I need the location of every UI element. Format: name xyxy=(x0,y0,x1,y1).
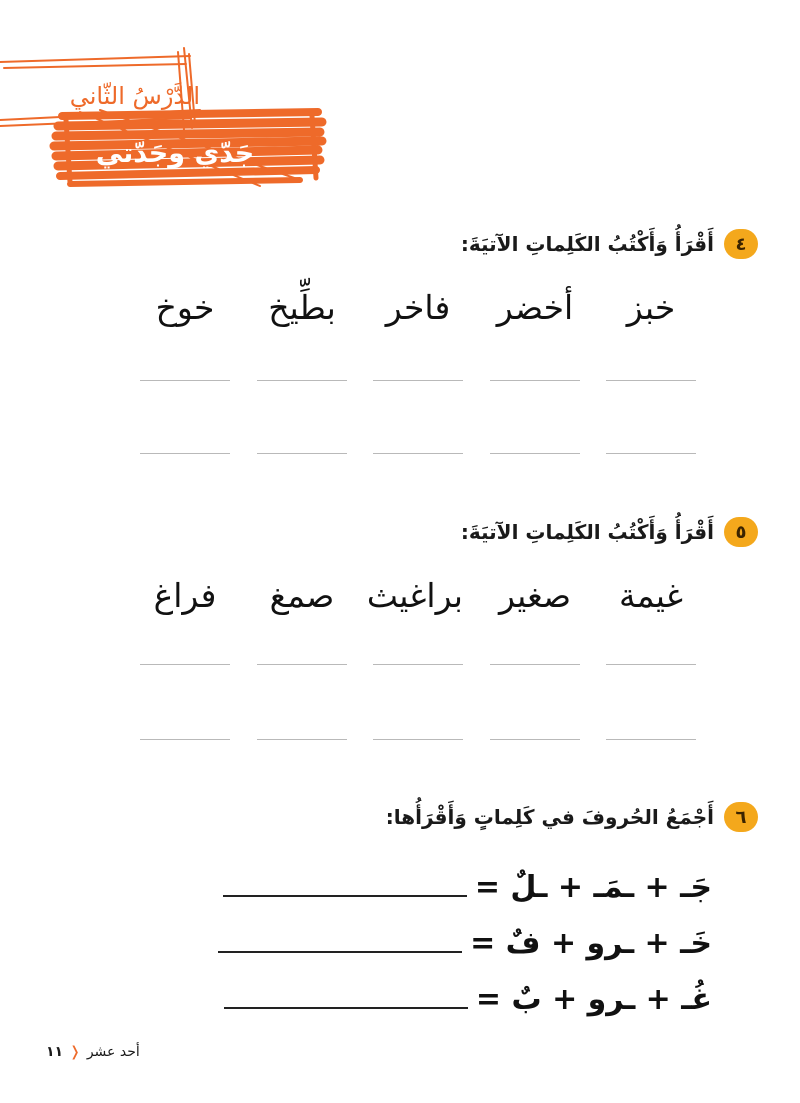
writing-line[interactable] xyxy=(373,739,463,740)
writing-line[interactable] xyxy=(140,453,230,454)
writing-line[interactable] xyxy=(373,453,463,454)
word-item: فاخر xyxy=(385,288,451,327)
writing-line[interactable] xyxy=(490,453,580,454)
word-item: صغير xyxy=(498,576,572,615)
answer-line[interactable] xyxy=(224,1007,468,1009)
writing-line[interactable] xyxy=(490,739,580,740)
combine-row xyxy=(218,920,712,966)
page-marker-icon: ❬ xyxy=(69,1044,81,1060)
writing-line[interactable] xyxy=(257,453,347,454)
answer-line[interactable] xyxy=(223,895,467,897)
combine-row xyxy=(223,864,712,910)
writing-line[interactable] xyxy=(257,380,347,381)
combine-row xyxy=(224,976,712,1022)
question-6-header xyxy=(386,802,758,832)
letter-combination: غُـ + ـرو + بٌ = xyxy=(475,981,712,1017)
page-label: أحد عشر xyxy=(86,1044,140,1060)
writing-line[interactable] xyxy=(140,664,230,665)
word-item: خوخ xyxy=(155,288,215,327)
lesson-header xyxy=(0,40,340,200)
writing-line[interactable] xyxy=(606,380,696,381)
word-item: خبز xyxy=(626,288,676,327)
question-number-badge: ٥ xyxy=(724,517,758,547)
brush-stroke-graphic xyxy=(0,40,340,200)
answer-line[interactable] xyxy=(218,951,462,953)
writing-line[interactable] xyxy=(606,739,696,740)
letter-combination: خَـ + ـرو + فٌ = xyxy=(470,925,712,961)
word-item: بطِّيخ xyxy=(268,288,336,327)
writing-line[interactable] xyxy=(373,664,463,665)
writing-line[interactable] xyxy=(606,453,696,454)
word-item: أخضر xyxy=(496,288,574,327)
page-footer xyxy=(46,1040,140,1064)
lesson-title: جَدّي وجَدّتي xyxy=(95,138,255,169)
writing-line[interactable] xyxy=(606,664,696,665)
word-row-q5 xyxy=(140,576,696,628)
writing-line[interactable] xyxy=(257,739,347,740)
letter-combination: جَـ + ـمَـ + ـلٌ = xyxy=(474,869,712,905)
writing-line[interactable] xyxy=(490,380,580,381)
writing-line[interactable] xyxy=(490,664,580,665)
word-item: فراغ xyxy=(153,576,217,615)
question-instruction: أَجْمَعُ الحُروفَ في كَلِماتٍ وَأَقْرَأُها: xyxy=(385,805,714,829)
word-row-q4 xyxy=(140,288,696,340)
question-number-badge: ٤ xyxy=(724,229,758,259)
lesson-label: الدَّرْسُ الثّاني xyxy=(69,82,200,110)
page-number: ١١ xyxy=(46,1044,64,1060)
question-instruction: أَقْرَأُ وَأَكْتُبُ الكَلِماتِ الآتيَةَ: xyxy=(460,232,714,256)
writing-line[interactable] xyxy=(373,380,463,381)
writing-line[interactable] xyxy=(140,380,230,381)
writing-line[interactable] xyxy=(140,739,230,740)
writing-line[interactable] xyxy=(257,664,347,665)
question-5-header xyxy=(461,517,758,547)
word-item: غيمة xyxy=(619,576,683,615)
question-4-header xyxy=(461,229,758,259)
word-item: صمغ xyxy=(269,576,335,615)
question-instruction: أَقْرَأُ وَأَكْتُبُ الكَلِماتِ الآتيَةَ: xyxy=(460,520,714,544)
question-number-badge: ٦ xyxy=(724,802,758,832)
word-item: براغيث xyxy=(366,576,463,615)
